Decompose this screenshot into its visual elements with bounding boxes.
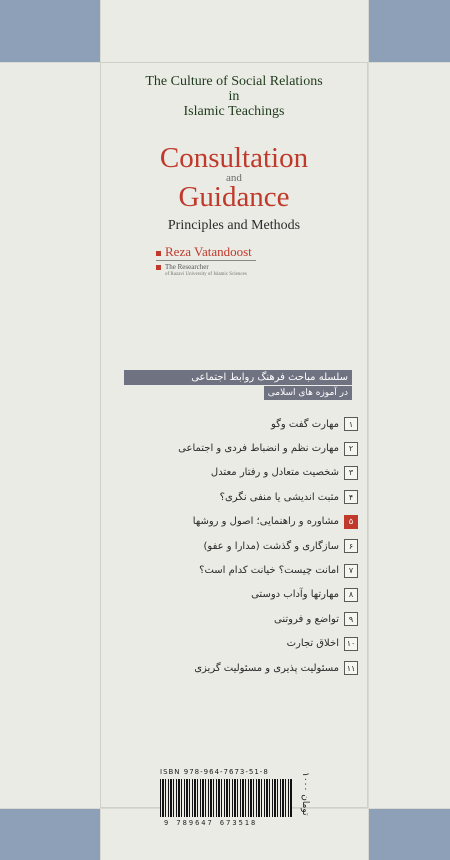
series-book-list [118,412,358,680]
isbn: ISBN 978-964-7673-51-8 [160,768,269,776]
corner-block-top-right [368,0,450,62]
list-item [118,412,358,436]
book-title: امانت چیست؟ خیانت کدام است؟ [199,565,339,577]
book-number: ۹ [344,612,358,626]
book-number: ۸ [344,588,358,602]
book-title: تواضع و فروتنی [274,613,339,625]
book-title: مهارتها وآداب دوستی [251,589,339,601]
list-item [118,656,358,680]
researcher-affiliation: of Razavi University of Islamic Sciences [165,272,247,277]
square-bullet-icon [156,265,161,270]
book-number: ۳ [344,466,358,480]
list-item [118,632,358,656]
researcher-role: The Researcher [165,263,209,271]
book-title-and: and [226,172,242,184]
series-title-english [100,74,368,119]
book-title-line1: Consultation [159,142,309,174]
book-title: سازگاری و گذشت (مدارا و عفو) [203,540,339,552]
list-item [118,558,358,582]
book-number: ۵ [344,515,358,529]
book-title: شخصیت متعادل و رفتار معتدل [210,467,339,479]
book-title-line2: Guidance [178,181,290,213]
list-item [118,461,358,485]
book-number: ۶ [344,539,358,553]
book-title: اخلاق تجارت [286,638,339,650]
list-item [118,534,358,558]
corner-block-top-left [0,0,100,62]
corner-block-bottom-right [368,808,450,860]
book-title: مسئولیت پذیری و مسئولیت گریزی [194,662,339,674]
book-number: ۷ [344,564,358,578]
book-number: ۱۰ [344,637,358,651]
book-number: ۱۱ [344,661,358,675]
series-fa-line2: در آموزه های اسلامی [264,386,352,400]
book-number: ۲ [344,442,358,456]
list-item [118,607,358,631]
series-line: The Culture of Social Relations [145,74,323,89]
book-number: ۱ [344,417,358,431]
author-text: Reza Vatandoost [165,244,252,259]
series-title-persian [124,370,352,400]
list-item [118,510,358,534]
guide-line-right [368,0,369,860]
book-number: ۴ [344,490,358,504]
book-title: مهارت نظم و انضباط فردی و اجتماعی [178,443,339,455]
book-title: مثبت اندیشی یا منفی نگری؟ [219,491,339,503]
author-name [156,244,256,261]
list-item [118,436,358,460]
series-line: in [228,89,240,104]
square-bullet-icon [156,251,161,256]
book-title: مشاوره و راهنمایی؛ اصول و روشها [192,516,339,528]
book-title: مهارت گفت وگو [270,418,339,430]
barcode-digits: 9 789647 673518 [164,819,258,827]
price: ۱۰۰۰ تومان [300,772,310,816]
series-fa-line1: سلسله مباحث فرهنگ روابط اجتماعی [124,370,352,385]
series-line: Islamic Teachings [183,104,285,119]
book-subtitle: Principles and Methods [167,218,301,233]
list-item [118,583,358,607]
list-item [118,485,358,509]
barcode-icon [160,779,292,817]
corner-block-bottom-left [0,808,100,860]
researcher-credit [156,263,247,279]
